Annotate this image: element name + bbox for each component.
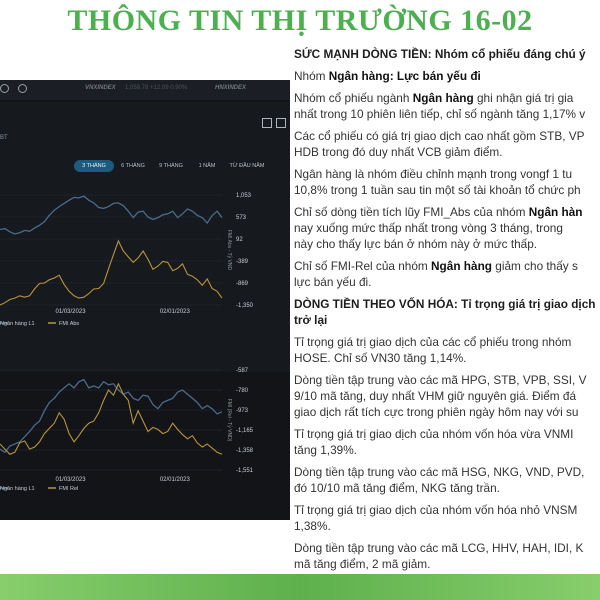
y-tick-label: -1,551 [236,468,254,474]
x-tick-label: 01/03/2023 [55,477,86,483]
paragraph: Các cổ phiếu có giá trị giao dịch cao nhất gồm STB, VP HDB trong đó duy nhất VCB giảm điểm. [294,129,585,159]
range-9m-button[interactable]: 9 THÁNG [159,163,183,169]
y-axis-label: FMI (Rel - Tỷ VND) [226,398,232,442]
paragraph: Chỉ số dòng tiền tích lũy FMI_Abs của nhóm Ngân hàn nay xuống mức thấp nhất trong vòng 3 tháng, trong này cho thấy lực bán ở nhóm này ở mức thấp. [294,205,583,251]
paragraph: Tỉ trọng giá trị giao dịch của các cổ phiếu trong nhóm HOSE. Chỉ số VN30 tăng 1,14%. [294,335,572,365]
range-ytd-button[interactable]: TỪ ĐẦU NĂM [229,163,265,169]
ticker-name: VNXINDEX [85,85,116,91]
ticker-value: 1,058.78 +12.09 0.90% [125,85,188,91]
y-tick-label: -780 [236,388,249,394]
page-title: THÔNG TIN THỊ TRƯỜNG 16-02 [67,4,533,37]
section-heading: DÒNG TIỀN THEO VỐN HÓA: Tỉ trọng giá trị giao dịch trở lại [294,297,596,327]
legend-label: Ngân hàng L1 [0,486,35,492]
y-tick-label: -1,165 [236,428,254,434]
paragraph: Dòng tiền tập trung vào các mã HPG, STB, VPB, SSI, V 9/10 mã tăng, duy nhất VHM giữ nguyên giá. Điểm đá giao dịch rất tích cực trong phiên ngày hôm nay với su [294,373,587,419]
section-heading: SỨC MẠNH DÒNG TIỀN: Nhóm cổ phiếu đáng chú ý [294,47,586,61]
paragraph: Nhóm cổ phiếu ngành Ngân hàng ghi nhận giá trị gia nhất trong 10 phiên liên tiếp, chỉ số ngành tăng 1,17% v [294,91,586,121]
range-3m-button[interactable]: 3 THÁNG [74,160,114,172]
y-tick-label: -587 [236,368,249,374]
series-line [0,196,222,234]
paragraph: Nhóm Ngân hàng: Lực bán yếu đi [294,69,481,83]
x-tick-label: 01/03/2023 [55,309,86,315]
paragraph: Chỉ số FMI-Rel của nhóm Ngân hàng giảm cho thấy s lực bán yếu đi. [294,259,578,289]
x-tick-label: 02/01/2023 [159,309,190,315]
y-axis-label: FMI Abs - Tỷ VND [226,229,232,271]
footer-band-gradient [0,574,600,600]
y-tick-label: -1,350 [236,303,254,309]
legend-label: FMI Rel [59,486,79,492]
y-tick-label: 1,053 [236,193,252,199]
panel-label: BT [0,135,8,141]
range-1y-button[interactable]: 1 NĂM [198,163,216,169]
fmi-charts [0,80,290,520]
series-line [0,380,222,453]
paragraph: Tỉ trọng giá trị giao dịch của nhóm vốn hóa nhỏ VNSM 1,38%. [294,503,578,533]
paragraph: Tỉ trọng giá trị giao dịch của nhóm vốn hóa vừa VNMI tăng 1,39%. [294,427,574,457]
series-line [0,241,222,305]
paragraph: Dòng tiền tập trung vào các mã LCG, HHV, HAH, IDI, K mã tăng điểm, 2 mã giảm. [294,541,584,571]
paragraph: Dòng tiền tập trung vào các mã HSG, NKG, VND, PVD, đó 10/10 mã tăng điểm, NKG tăng trần. [294,465,585,495]
y-tick-label: 92 [236,237,243,243]
chart-panel [0,80,290,520]
y-tick-label: -1,358 [236,448,254,454]
y-tick-label: 573 [236,215,247,221]
x-tick-label: 02/01/2023 [159,477,190,483]
legend-label: Ngân hàng L1 [0,321,35,327]
range-6m-button[interactable]: 6 THÁNG [121,163,145,169]
y-tick-label: -389 [236,259,249,265]
article [294,46,600,576]
legend-label: FMI Abs [59,321,80,327]
ticker-name: HNXINDEX [215,85,247,91]
y-tick-label: -869 [236,281,249,287]
y-tick-label: -973 [236,408,249,414]
paragraph: Ngân hàng là nhóm điều chỉnh mạnh trong vongf 1 tu 10,8% trong 1 tuần sau tin một số tài khoản tổ chức ph [294,167,581,197]
